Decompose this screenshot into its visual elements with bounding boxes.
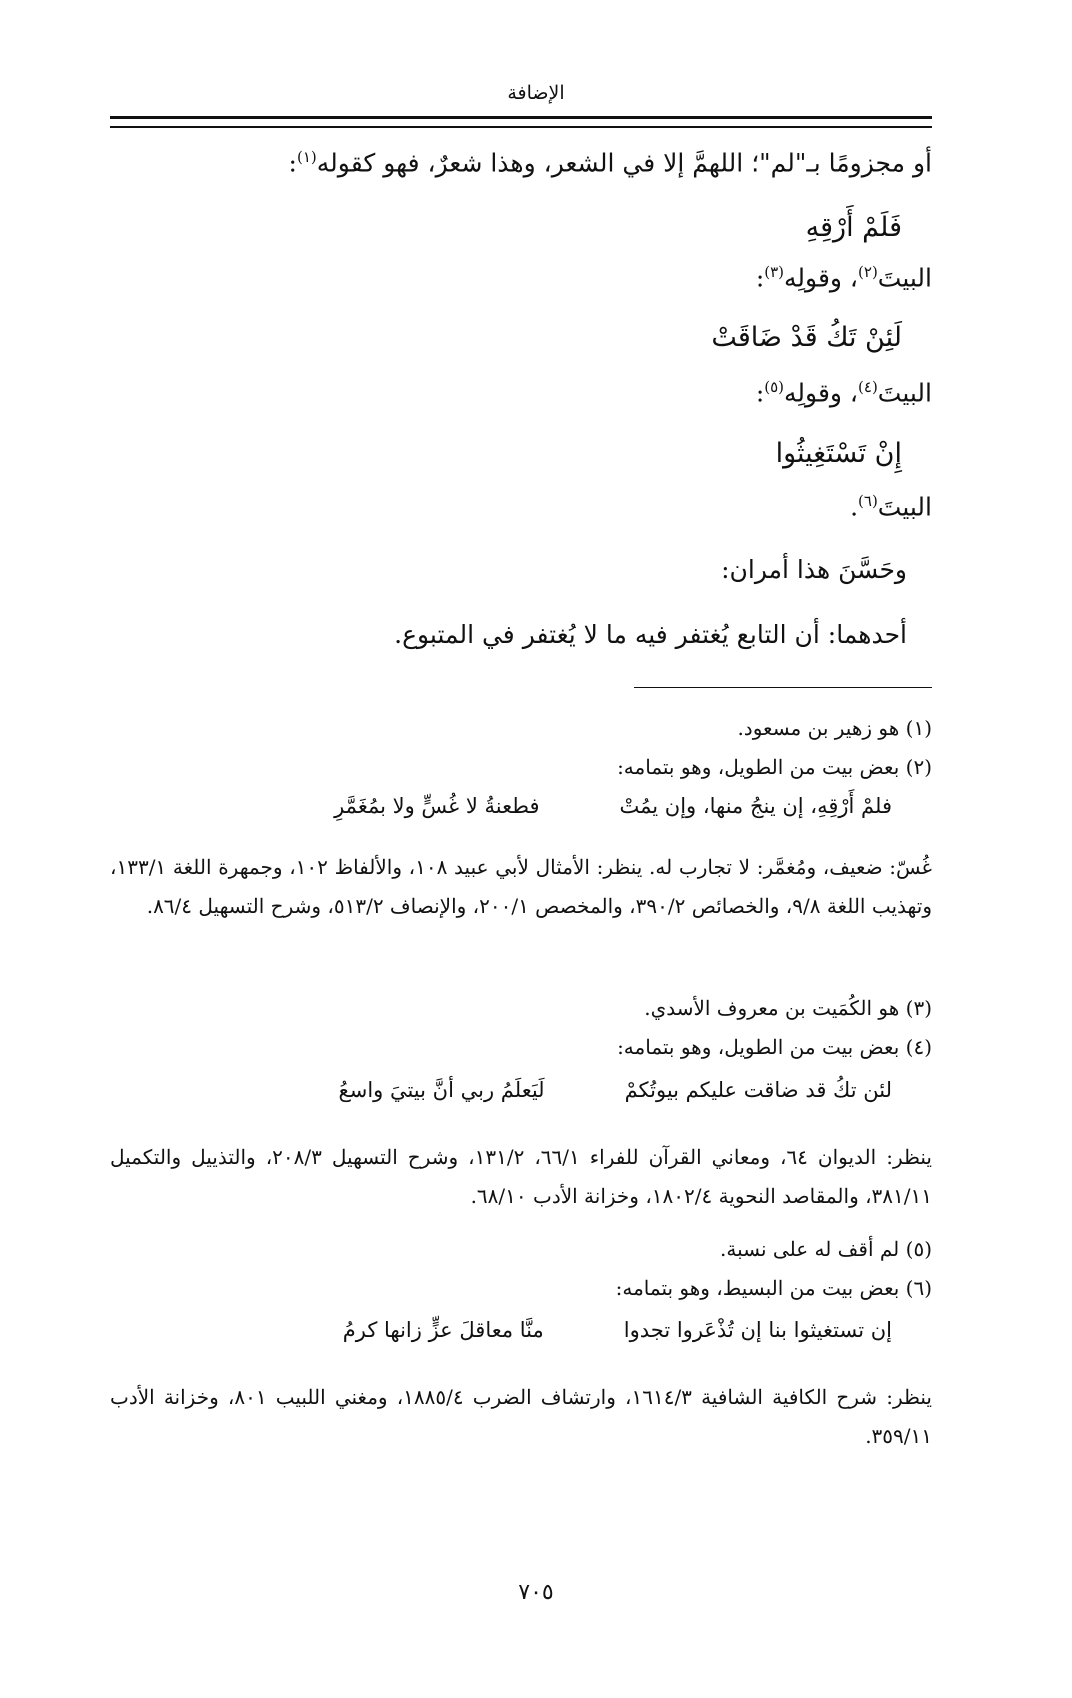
punctuation: . [850,492,859,522]
footnote-2-refs [110,848,932,926]
header-rule-thin [110,126,932,128]
running-header: الإضافة [507,82,565,104]
body-line-bayt2 [756,378,932,407]
footnote-6: (٦) بعض بيت من البسيط، وهو بتمامه: [615,1276,932,1300]
footnote-4-verse [339,1078,892,1102]
paragraph-first-reason: أحدهما: أن التابع يُغتفر فيه ما لا يُغتفر في المتبوع. [394,620,907,649]
footnote-5: (٥) لم أقف له على نسبة. [720,1237,932,1261]
body-line-intro [289,148,932,177]
verse-hemistich-first: لئن تكُ قد ضاقت عليكم بيوتُكمْ [624,1078,892,1102]
paragraph-two-reasons: وحَسَّنَ هذا أمران: [721,555,907,584]
punctuation: : [288,148,297,178]
qawlihi-text: ، وقولِه [784,263,859,293]
footnote-ref: (١) [296,148,317,166]
bayt-label: البيتَ [877,378,932,408]
body-line-bayt3 [850,492,932,521]
qawlihi-text: ، وقولِه [784,378,859,408]
footnote-ref: (٦) [858,492,878,510]
references-text: غُسّ: ضعيف، ومُغمَّر: لا تجارب له. ينظر: الأمثال لأبي عبيد ١٠٨، والألفاظ ١٠٢، وجمهرة اللغة ١٣٣/١، وتهذيب اللغة ٩/٨، والخصائص ٣٩٠/٢، والمخصص ٢٠٠/١، والإنصاف ٥١٣/٢، وشرح التسهيل ٨٦/٤. [110,855,932,918]
verse-fragment-3: إِنْ تَسْتَغِيثُوا [775,438,902,469]
verse-hemistich-first: فلمْ أَرْقِهِ، إن ينجُ منها، وإن يمُتْ [619,794,892,818]
header-rule-thick [110,116,932,119]
bayt-label: البيتَ [877,492,932,522]
footnote-6-refs [110,1378,932,1456]
footnote-ref: (٥) [764,378,785,396]
punctuation: : [755,378,765,408]
references-text: ينظر: شرح الكافية الشافية ١٦١٤/٣، وارتشاف الضرب ١٨٨٥/٤، ومغني اللبيب ٨٠١، وخزانة الأدب ٣٥٩/١١. [110,1385,932,1448]
footnote-2-verse [334,794,892,818]
intro-text: أو مجزومًا بـ"لم"؛ اللهمَّ إلا في الشعر، وهذا شعرٌ، فهو كقوله [316,148,932,178]
verse-fragment-2: لَئِنْ تَكُ قَدْ ضَاقَتْ [711,322,902,353]
verse-hemistich-first: إن تستغيثوا بنا إن تُذْعَروا تجدوا [623,1318,892,1342]
body-line-bayt1 [756,263,932,292]
punctuation: : [755,263,765,293]
bayt-label: البيتَ [877,263,932,293]
verse-hemistich-second: منَّا معاقلَ عزٍّ زانها كرمُ [342,1318,544,1342]
footnote-4-refs [110,1138,932,1216]
footnote-ref: (٢) [858,263,878,281]
footnote-separator [634,687,932,688]
footnote-4: (٤) بعض بيت من الطويل، وهو بتمامه: [617,1035,932,1059]
verse-hemistich-second: لَيَعلَمُ ربي أنَّ بيتيَ واسعُ [338,1078,545,1102]
footnote-2: (٢) بعض بيت من الطويل، وهو بتمامه: [617,755,932,779]
verse-hemistich-second: فطعنةُ لا غُسٍّ ولا بمُغَمَّرِ [334,794,540,818]
footnote-ref: (٤) [858,378,878,396]
verse-fragment-1: فَلَمْ أَرْقِهِ [805,212,902,243]
footnote-1: (١) هو زهير بن مسعود. [737,716,932,740]
footnote-6-verse [343,1318,892,1342]
footnote-ref: (٣) [764,263,785,281]
footnote-3: (٣) هو الكُمَيت بن معروف الأسدي. [644,996,932,1020]
page-number: ٧٠٥ [518,1580,554,1605]
references-text: ينظر: الديوان ٦٤، ومعاني القرآن للفراء ٦٦/١، ١٣١/٢، وشرح التسهيل ٢٠٨/٣، والتذييل والتكميل ٣٨١/١١، والمقاصد النحوية ١٨٠٢/٤، وخزانة الأدب ٦٨/١٠. [110,1145,932,1208]
